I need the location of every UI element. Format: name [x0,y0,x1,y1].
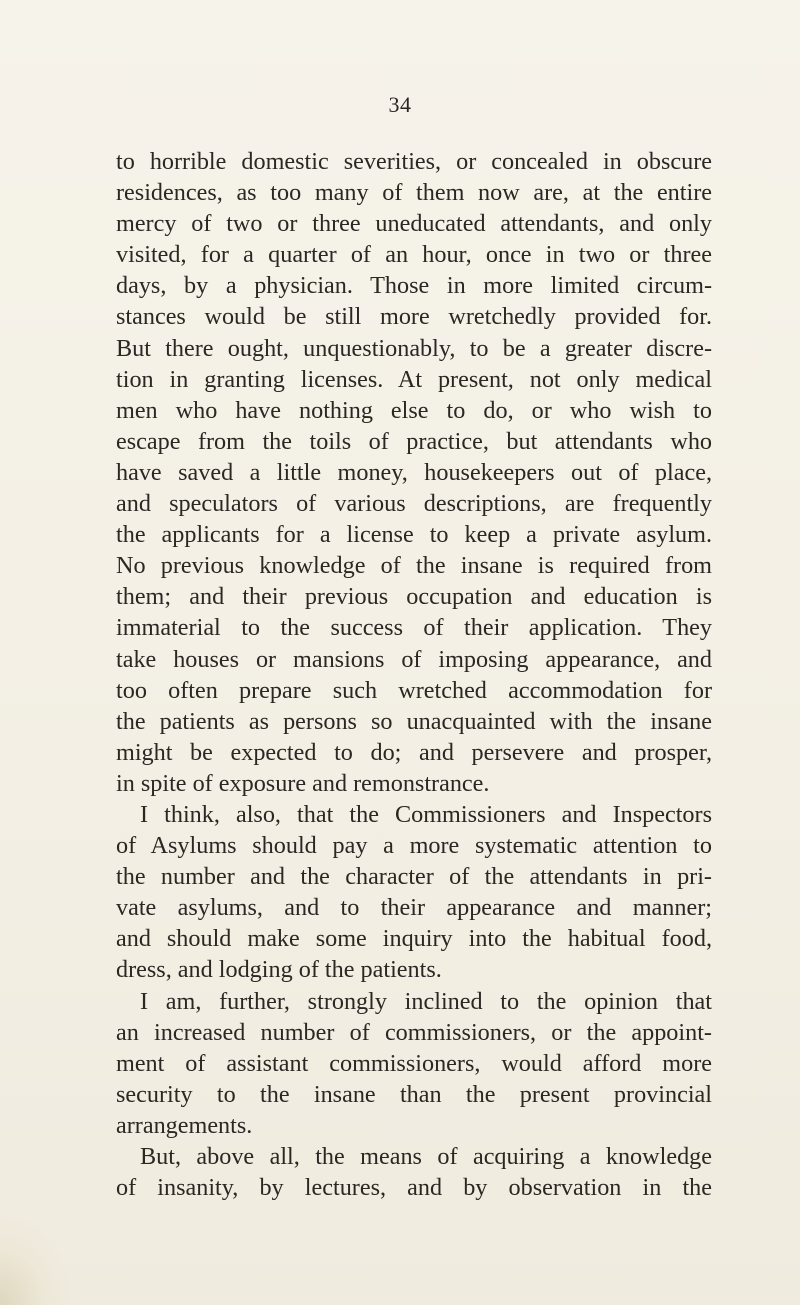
text-line: escape from the toils of practice, but attendants who [116,427,712,455]
text-line: visited, for a quarter of an hour, once in two or three [116,241,712,269]
text-line: have saved a little money, housekeepers out of place, [116,458,712,486]
text-line: security to the insane than the present provincial [116,1080,712,1108]
text-line: the patients as persons so unacquainted with the insane [116,707,712,735]
text-line: But, above all, the means of acquiring a knowledge [140,1143,712,1170]
text-line: of insanity, by lectures, and by observation in the [116,1174,712,1202]
text-line: an increased number of commissioners, or the appoint- [116,1018,712,1046]
text-line: too often prepare such wretched accommodation for [116,676,712,704]
text-line: mercy of two or three uneducated attendants, and only [116,210,712,238]
text-line: vate asylums, and to their appearance and manner; [116,894,712,922]
text-line: No previous knowledge of the insane is required from [116,552,712,580]
text-line: ment of assistant commissioners, would afford more [116,1049,712,1077]
text-line: the applicants for a license to keep a private asylum. [116,521,712,549]
text-line: to horrible domestic severities, or concealed in obscure [116,148,712,175]
page-number: 34 [388,92,412,117]
text-line: arrangements. [116,1111,253,1139]
text-line: stances would be still more wretchedly provided for. [116,303,712,331]
text-line: take houses or mansions of imposing appearance, and [116,645,712,673]
body-text [116,146,712,1203]
text-line: But there ought, unquestionably, to be a greater discre- [116,334,712,362]
text-line: I am, further, strongly inclined to the opinion that [140,987,712,1015]
text-line: men who have nothing else to do, or who wish to [116,396,712,424]
text-line: in spite of exposure and remonstrance. [116,769,490,797]
text-line: tion in granting licenses. At present, not only medical [116,365,712,393]
text-line: and speculators of various descriptions, are frequently [116,490,712,518]
text-line: might be expected to do; and persevere and prosper, [116,738,712,766]
text-line: the number and the character of the attendants in pri- [116,863,712,891]
text-line: I think, also, that the Commissioners and Inspectors [140,800,712,828]
text-line: residences, as too many of them now are, at the entire [116,179,712,207]
text-line: them; and their previous occupation and education is [116,583,712,611]
text-line: and should make some inquiry into the habitual food, [116,925,712,953]
text-line: of Asylums should pay a more systematic attention to [116,832,712,860]
page-stain [0,1215,70,1305]
text-line: days, by a physician. Those in more limited circum- [116,272,712,300]
text-line: dress, and lodging of the patients. [116,956,442,984]
text-line: immaterial to the success of their application. They [116,614,712,642]
